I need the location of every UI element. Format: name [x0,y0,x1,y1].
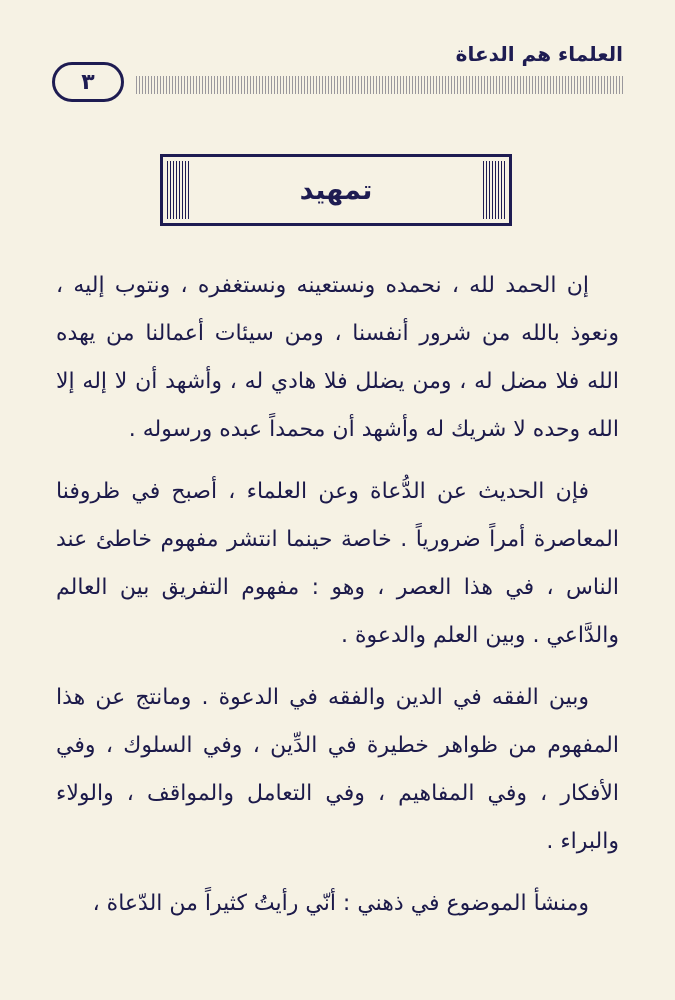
paragraph-1: إن الحمد لله ، نحمده ونستعينه ونستغفره ، ونتوب إليه ، ونعوذ بالله من شرور أنفسنا ، ومن سيئات أعمالنا من يهده الله فلا مضل له ، ومن يضلل فلا هادي له ، وأشهد أن لا إله إلا الله وحده لا شريك له وأشهد أن محمداً عبده ورسوله . [56,273,619,442]
section-heading-frame [160,154,512,226]
frame-hatch-left [167,161,189,219]
page-number: ٣ [81,69,95,95]
page-number-badge [52,62,124,102]
section-heading: تمهيد [299,174,373,206]
paragraph-3: وبين الفقه في الدين والفقه في الدعوة . ومانتج عن هذا المفهوم من ظواهر خطيرة في الدِّين ، وفي السلوك ، وفي الأفكار ، وفي المفاهيم ، وفي التعامل والمواقف ، والولاء والبراء . [56,685,619,854]
running-title: العلماء هم الدعاة [455,42,623,66]
paragraph-2: فإن الحديث عن الدُّعاة وعن العلماء ، أصبح في ظروفنا المعاصرة أمراً ضرورياً . خاصة حينما انتشر مفهوم خاطئ عند الناس ، في هذا العصر ، وهو : مفهوم التفريق بين العالم والدَّاعي . وبين العلم والدعوة . [56,479,619,648]
frame-hatch-right [483,161,505,219]
paragraph-4: ومنشأ الموضوع في ذهني : أنّي رأيتُ كثيراً من الدّعاة ، [92,891,589,916]
body-text [56,262,619,942]
header-rule [136,76,623,94]
